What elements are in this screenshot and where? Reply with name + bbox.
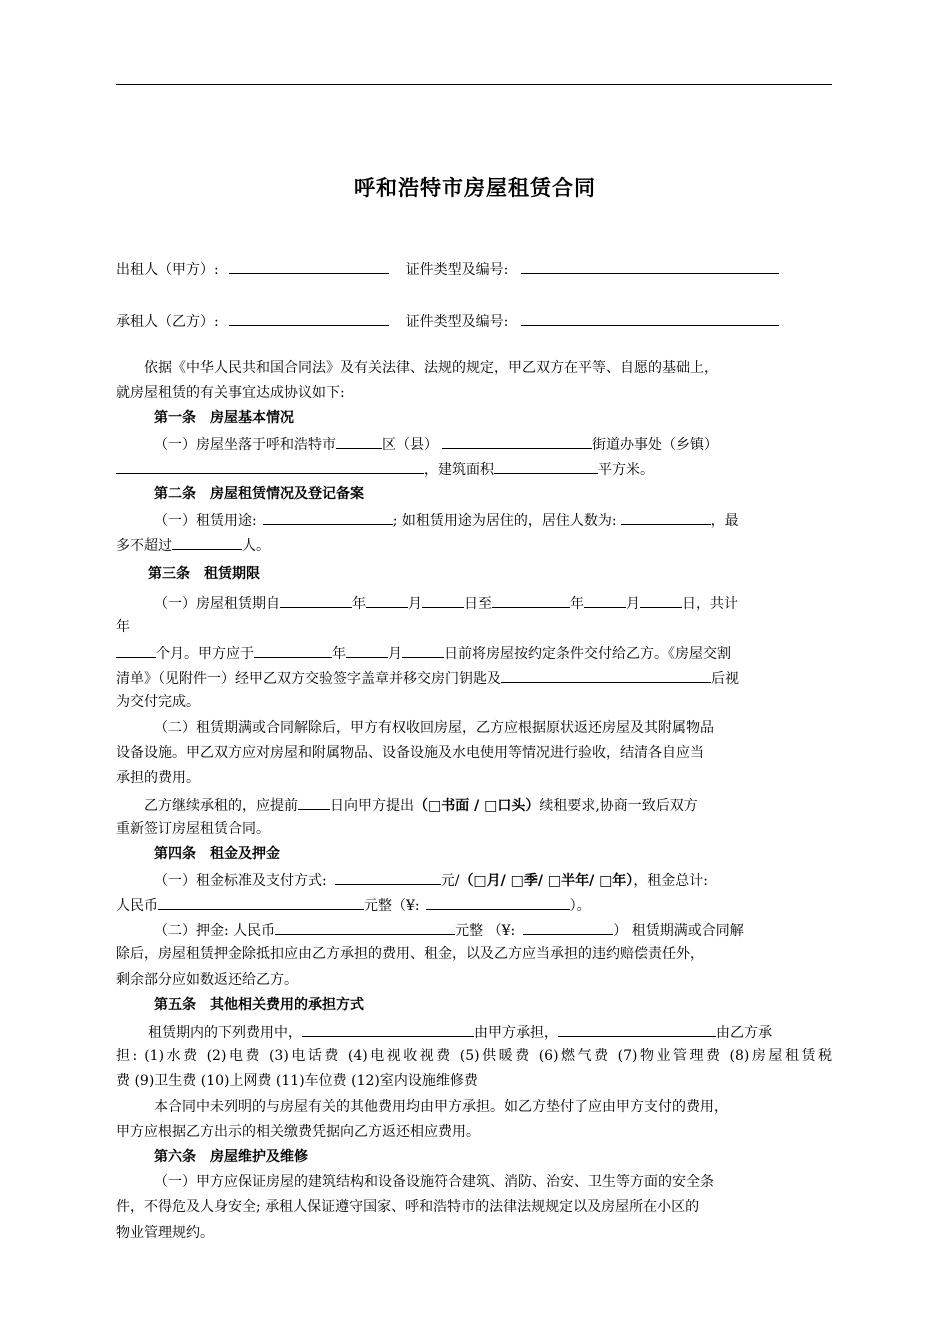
lessee-line	[116, 310, 779, 330]
lessee-label: 承租人（乙方）:	[116, 314, 219, 330]
text: 由甲方承担，	[474, 1025, 558, 1041]
end-day-blank[interactable]	[640, 592, 682, 608]
article-6-line-2: 件，不得危及人身安全; 承租人保证遵守国家、呼和浩特市的法律法规规定以及房屋所在小区的	[116, 1199, 700, 1215]
text: ） 租赁期满或合同解	[613, 923, 744, 939]
text: 人。	[242, 538, 270, 554]
text: 清单》（见附件一）经甲乙双方交验签字盖章并移交房门钥匙及	[116, 671, 501, 687]
text: （一）租赁用途:	[154, 513, 257, 529]
keys-blank[interactable]	[501, 667, 711, 683]
article-4-heading: 第四条 租金及押金	[154, 846, 280, 862]
lessor-id-label: 证件类型及编号:	[405, 262, 509, 278]
article-3-heading: 第三条 租赁期限	[148, 566, 260, 582]
text: （一）房屋坐落于呼和浩特市	[154, 437, 336, 453]
text: 租赁期内的下列费用中，	[148, 1025, 302, 1041]
residents-blank[interactable]	[621, 509, 711, 525]
text: 年	[332, 646, 346, 662]
article-5-line-1	[148, 1021, 772, 1041]
text: ，建筑面积	[424, 462, 494, 478]
text: ）。	[569, 898, 591, 914]
text: 日向甲方提出	[330, 798, 414, 814]
start-month-blank[interactable]	[366, 592, 408, 608]
rent-amount-blank[interactable]	[335, 869, 441, 885]
text: 月	[626, 596, 640, 612]
article-3-line-6: 设备设施。甲乙双方应对房屋和附属物品、设备设施及水电使用等情况进行验收，结清各自应当	[116, 745, 704, 761]
address-blank[interactable]	[116, 458, 424, 474]
article-3-line-4: 为交付完成。	[116, 694, 200, 710]
text: 年	[570, 596, 584, 612]
text: 乙方继续承租的，应提前	[144, 798, 298, 814]
rent-total-rmb-blank[interactable]	[158, 894, 364, 910]
start-day-blank[interactable]	[422, 592, 464, 608]
start-year-blank[interactable]	[280, 592, 352, 608]
deposit-yen-blank[interactable]	[523, 919, 613, 935]
lessor-blank[interactable]	[229, 258, 389, 274]
text: （一）房屋租赁期自	[154, 596, 280, 612]
article-5-line-5: 甲方应根据乙方出示的相关缴费凭据向乙方返还相应费用。	[116, 1124, 480, 1140]
text: 日前将房屋按约定条件交付给乙方。《房屋交割	[444, 646, 731, 662]
lessee-id-label: 证件类型及编号:	[405, 314, 509, 330]
document-title: 呼和浩特市房屋租赁合同	[354, 175, 596, 200]
article-6-line-1: （一）甲方应保证房屋的建筑结构和设备设施符合建筑、消防、治安、卫生等方面的安全条	[154, 1174, 714, 1190]
article-2-heading: 第二条 房屋租赁情况及登记备案	[154, 486, 364, 502]
text: 月	[408, 596, 422, 612]
end-month-blank[interactable]	[584, 592, 626, 608]
top-rule	[116, 84, 832, 85]
text: 平方米。	[598, 462, 654, 478]
text: 多不超过	[116, 538, 172, 554]
article-3-line-5: （二）租赁期满或合同解除后，甲方有权收回房屋，乙方应根据原状返还房屋及其附属物品	[154, 720, 714, 736]
text: 元/	[440, 873, 460, 889]
text: （一）租金标准及支付方式:	[154, 873, 327, 889]
text: 续租要求,协商一致后双方	[539, 798, 698, 814]
text: 元整 （¥:	[455, 923, 516, 939]
text: 日，共计	[682, 596, 738, 612]
deliver-month-blank[interactable]	[346, 642, 388, 658]
article-5-line-2: 担: (1)水费 (2)电费 (3)电话费 (4)电视收视费 (5)供暖费 (6)燃气费 (7)物业管理费 (8)房屋租赁税	[116, 1048, 832, 1064]
article-1-line-1	[154, 433, 718, 453]
article-3-line-1	[154, 592, 738, 612]
street-blank[interactable]	[442, 433, 592, 449]
intro-line-2: 就房屋租赁的有关事宜达成协议如下:	[116, 385, 345, 401]
article-2-line-1	[154, 509, 739, 529]
deliver-year-blank[interactable]	[254, 642, 332, 658]
renew-days-blank[interactable]	[298, 794, 330, 810]
lessor-label: 出租人（甲方）:	[116, 262, 219, 278]
renew-method-options[interactable]: （□书面 / □口头）	[414, 798, 540, 814]
area-blank[interactable]	[494, 458, 598, 474]
article-4-line-1	[154, 869, 708, 889]
rent-period-options[interactable]: （□月/ □季/ □半年/ □年）	[459, 873, 634, 889]
total-months-blank[interactable]	[116, 642, 156, 658]
purpose-blank[interactable]	[263, 509, 393, 525]
text: ; 如租赁用途为居住的，居住人数为:	[392, 513, 617, 529]
article-4-line-2	[116, 894, 591, 914]
article-6-line-3: 物业管理规约。	[116, 1225, 214, 1241]
text: 街道办事处（乡镇）	[592, 437, 718, 453]
max-residents-blank[interactable]	[172, 534, 242, 550]
deliver-day-blank[interactable]	[402, 642, 444, 658]
lessee-fees-blank[interactable]	[558, 1021, 716, 1037]
article-3-line-7: 承担的费用。	[116, 770, 200, 786]
article-5-heading: 第五条 其他相关费用的承担方式	[154, 997, 364, 1013]
article-3-line-2	[116, 642, 731, 662]
article-6-heading: 第六条 房屋维护及维修	[154, 1149, 308, 1165]
article-3-line-8	[144, 794, 698, 814]
text: 人民币	[116, 898, 158, 914]
article-5-line-3: 费 (9)卫生费 (10)上网费 (11)车位费 (12)室内设施维修费	[116, 1073, 478, 1089]
text: 个月。甲方应于	[156, 646, 254, 662]
text: 区（县）	[382, 437, 438, 453]
rent-total-yen-blank[interactable]	[426, 894, 570, 910]
lessor-line	[116, 258, 779, 278]
article-4-line-5: 剩余部分应如数返还给乙方。	[116, 972, 298, 988]
lessee-id-blank[interactable]	[521, 310, 779, 326]
article-3-year-label: 年	[116, 619, 130, 635]
text: 后视	[711, 671, 739, 687]
text: （二）押金: 人民币	[154, 923, 276, 939]
text: 日至	[464, 596, 492, 612]
intro-line-1: 依据《中华人民共和国合同法》及有关法律、法规的规定，甲乙双方在平等、自愿的基础上，	[144, 360, 718, 376]
article-5-line-4: 本合同中未列明的与房屋有关的其他费用均由甲方承担。如乙方垫付了应由甲方支付的费用，	[154, 1099, 728, 1115]
end-year-blank[interactable]	[492, 592, 570, 608]
text: ，最	[710, 513, 739, 529]
lessee-blank[interactable]	[229, 310, 389, 326]
text: 月	[388, 646, 402, 662]
article-1-heading: 第一条 房屋基本情况	[154, 410, 294, 426]
article-3-line-3	[116, 667, 739, 687]
article-3-line-9: 重新签订房屋租赁合同。	[116, 821, 270, 837]
lessor-fees-blank[interactable]	[302, 1021, 474, 1037]
text: ，租金总计:	[633, 873, 709, 889]
text: 由乙方承	[716, 1025, 772, 1041]
deposit-rmb-blank[interactable]	[275, 919, 455, 935]
article-2-line-2	[116, 534, 270, 554]
article-1-line-2	[116, 458, 654, 478]
article-4-line-3	[154, 919, 744, 939]
text: 元整（¥:	[364, 898, 420, 914]
lessor-id-blank[interactable]	[521, 258, 779, 274]
district-blank[interactable]	[336, 433, 382, 449]
text: 年	[352, 596, 366, 612]
article-4-line-4: 除后，房屋租赁押金除抵扣应由乙方承担的费用、租金，以及乙方应当承担的违约赔偿责任外，	[116, 946, 704, 962]
